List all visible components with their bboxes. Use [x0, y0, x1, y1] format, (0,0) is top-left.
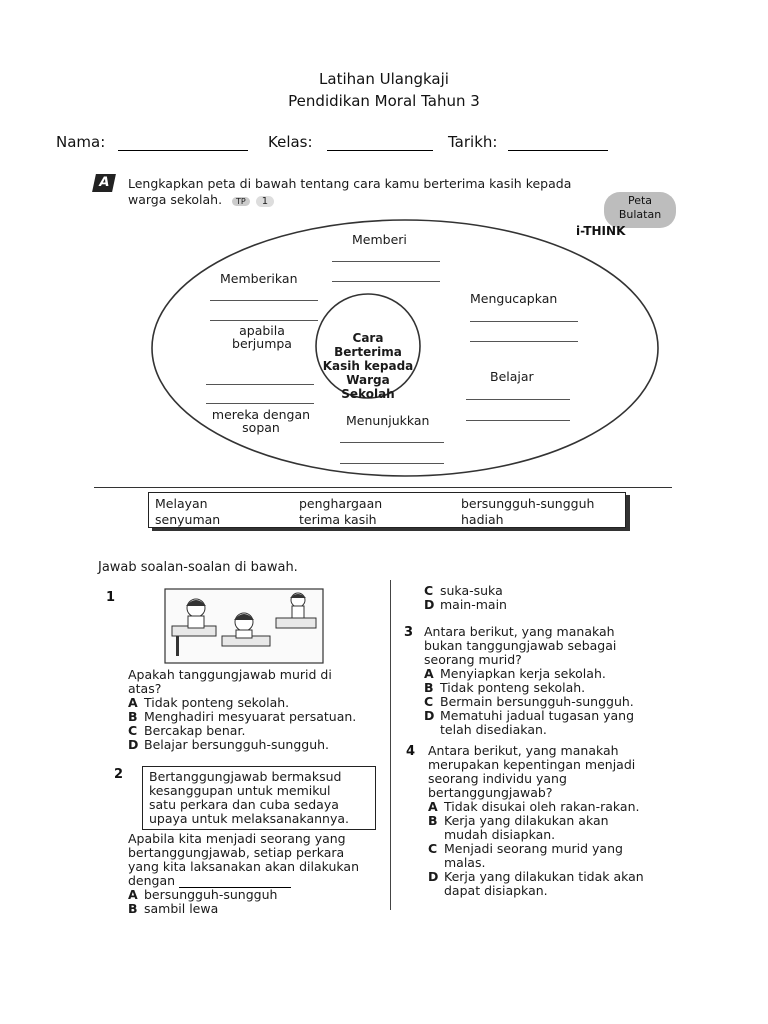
- q2-option-b-text: sambil lewa: [144, 901, 219, 916]
- blank-menunjukkan-2[interactable]: [340, 463, 444, 464]
- apabila-line-2: berjumpa: [232, 336, 292, 351]
- worksheet-title: Latihan Ulangkaji: [319, 70, 449, 88]
- blank-mereka-1[interactable]: [206, 384, 314, 385]
- q4-option-d-continued-text: dapat disiapkan.: [444, 883, 548, 898]
- q1-option-b[interactable]: [128, 710, 388, 724]
- q1-stem-line-1: Apakah tanggungjawab murid di: [128, 667, 332, 682]
- q3-option-b-text: Tidak ponteng sekolah.: [440, 680, 586, 695]
- q4-option-d-continued: [428, 884, 690, 898]
- q2-stem-line-4: dengan: [128, 873, 176, 888]
- q2-definition-box: [142, 766, 376, 830]
- label-memberi: Memberi: [352, 232, 407, 247]
- label-apabila-berjumpa: [230, 324, 294, 350]
- q1-option-b-letter: B: [128, 709, 138, 724]
- q3-option-d-continued: [424, 723, 686, 737]
- q4-option-b-continued-text: mudah disiapkan.: [444, 827, 556, 842]
- q1-block: [128, 668, 388, 752]
- q4-option-c-letter: C: [428, 841, 438, 856]
- q3-option-d[interactable]: [424, 709, 686, 723]
- q2-option-c[interactable]: [424, 584, 684, 598]
- section-a-instruction: [128, 176, 571, 207]
- q1-classroom-illustration: [164, 588, 324, 664]
- q3-option-d-text: Mematuhi jadual tugasan yang: [440, 708, 635, 723]
- q2-number: 2: [114, 767, 124, 782]
- q2-box-line-2: kesanggupan untuk memikul: [149, 783, 331, 798]
- blank-memberikan-2[interactable]: [210, 320, 318, 321]
- q2-option-c-letter: C: [424, 583, 434, 598]
- blank-menunjukkan-1[interactable]: [340, 442, 444, 443]
- q3-option-a-letter: A: [424, 666, 434, 681]
- instruction-line-1: Lengkapkan peta di bawah tentang cara kamu berterima kasih kepada: [128, 176, 572, 191]
- peta-label: Peta: [627, 194, 653, 207]
- worksheet-subtitle: Pendidikan Moral Tahun 3: [288, 92, 480, 110]
- tarikh-label: Tarikh:: [448, 133, 498, 151]
- center-line-2: Kasih kepada: [322, 359, 414, 373]
- q3-option-c-text: Bermain bersungguh-sungguh.: [440, 694, 634, 709]
- q2-box-line-4: upaya untuk melaksanakannya.: [149, 811, 349, 826]
- q2-stem-line-2: bertanggungjawab, setiap perkara: [128, 845, 345, 860]
- class-field: [268, 133, 433, 151]
- desk-right: [276, 618, 316, 628]
- student-right-body: [292, 606, 304, 618]
- q4-option-d[interactable]: [428, 870, 690, 884]
- word-penghargaan: penghargaan: [299, 496, 383, 511]
- blank-belajar-1[interactable]: [466, 399, 570, 400]
- q1-option-a-text: Tidak ponteng sekolah.: [144, 695, 290, 710]
- q3-option-c-letter: C: [424, 694, 434, 709]
- word-melayan: Melayan: [155, 496, 208, 511]
- q4-number: 4: [406, 744, 416, 759]
- desk-left-leg: [176, 636, 179, 656]
- q4-option-c-text: Menjadi seorang murid yang: [444, 841, 623, 856]
- column-divider: [390, 580, 391, 910]
- word-hadiah: hadiah: [461, 512, 504, 527]
- q2-box-line-3: satu perkara dan cuba sedaya: [149, 797, 339, 812]
- q4-stem-line-1: Antara berikut, yang manakah: [428, 743, 619, 758]
- q4-block: [428, 744, 690, 898]
- q3-option-b-letter: B: [424, 680, 434, 695]
- word-terima-kasih: terima kasih: [299, 512, 377, 527]
- q3-block: [424, 625, 686, 737]
- q4-option-d-letter: D: [428, 869, 439, 884]
- q2-box-line-1: Bertanggungjawab bermaksud: [149, 769, 342, 784]
- q1-option-a[interactable]: [128, 696, 388, 710]
- tp-label: TP: [236, 197, 246, 206]
- q4-stem-line-4: bertanggungjawab?: [428, 785, 553, 800]
- q4-option-b-text: Kerja yang dilakukan akan: [444, 813, 609, 828]
- section-divider: [94, 487, 672, 488]
- label-menunjukkan: Menunjukkan: [346, 413, 430, 428]
- q2-block: [128, 832, 390, 916]
- q3-option-a[interactable]: [424, 667, 686, 681]
- student-left-body: [188, 616, 204, 628]
- q3-option-a-text: Menyiapkan kerja sekolah.: [440, 666, 606, 681]
- blank-belajar-2[interactable]: [466, 420, 570, 421]
- q4-option-b-letter: B: [428, 813, 438, 828]
- section-a-badge: A: [92, 174, 116, 192]
- q2-option-d-text: main-main: [440, 597, 507, 612]
- q4-option-a-letter: A: [428, 799, 438, 814]
- q4-option-b[interactable]: [428, 814, 690, 828]
- q1-option-c-letter: C: [128, 723, 138, 738]
- blank-memberikan-1[interactable]: [210, 300, 318, 301]
- q3-number: 3: [404, 625, 414, 640]
- blank-mengucapkan-1[interactable]: [470, 321, 578, 322]
- q4-option-b-continued: [428, 828, 690, 842]
- q2-option-d[interactable]: [424, 598, 684, 612]
- date-field: [448, 133, 608, 151]
- q1-option-c-text: Bercakap benar.: [144, 723, 246, 738]
- q1-option-d[interactable]: [128, 738, 388, 752]
- q4-option-c-continued-text: malas.: [444, 855, 486, 870]
- mereka-line-2: sopan: [242, 420, 280, 435]
- blank-memberi-2[interactable]: [332, 281, 440, 282]
- word-box: [148, 492, 626, 528]
- center-line-1: Cara Berterima: [334, 331, 402, 359]
- q2-option-d-letter: D: [424, 597, 435, 612]
- tarikh-input-line[interactable]: [508, 150, 608, 151]
- q2-option-c-text: suka-suka: [440, 583, 503, 598]
- kelas-input-line[interactable]: [327, 150, 433, 151]
- tp-tag: [232, 197, 250, 206]
- q4-stem-line-3: seorang individu yang: [428, 771, 567, 786]
- q2-option-b[interactable]: [128, 902, 390, 916]
- q3-stem-line-1: Antara berikut, yang manakah: [424, 624, 615, 639]
- name-field: [56, 133, 248, 151]
- q3-option-d-continued-text: telah disediakan.: [440, 722, 547, 737]
- q1-option-b-text: Menghadiri mesyuarat persatuan.: [144, 709, 357, 724]
- q4-option-c-continued: [428, 856, 690, 870]
- q4-option-a[interactable]: [428, 800, 690, 814]
- q2-stem-line-3: yang kita laksanakan akan dilakukan: [128, 859, 359, 874]
- q3-option-b[interactable]: [424, 681, 686, 695]
- q4-stem-line-2: merupakan kepentingan menjadi: [428, 757, 636, 772]
- nama-label: Nama:: [56, 133, 106, 151]
- q2-stem-line-1: Apabila kita menjadi seorang yang: [128, 831, 346, 846]
- nama-input-line[interactable]: [118, 150, 248, 151]
- q3-option-c[interactable]: [424, 695, 686, 709]
- q4-option-d-text: Kerja yang dilakukan tidak akan: [444, 869, 644, 884]
- blank-memberi-1[interactable]: [332, 261, 440, 262]
- tp-level: 1: [256, 196, 274, 207]
- q1-stem-line-2: atas?: [128, 681, 162, 696]
- q3-option-d-letter: D: [424, 708, 435, 723]
- section-b-instruction: Jawab soalan-soalan di bawah.: [98, 560, 298, 575]
- q2-option-a-letter: A: [128, 887, 138, 902]
- q3-stem-line-3: seorang murid?: [424, 652, 522, 667]
- q2-option-a[interactable]: [128, 888, 390, 902]
- blank-mengucapkan-2[interactable]: [470, 341, 578, 342]
- circle-center-text: [318, 331, 418, 401]
- q1-option-d-letter: D: [128, 737, 139, 752]
- label-mereka-dengan-sopan: [200, 408, 322, 434]
- instruction-line-2: warga sekolah.: [128, 192, 223, 207]
- student-middle-body: [236, 630, 252, 638]
- ithink-label: i-THINK: [576, 224, 626, 238]
- apabila-line-1: apabila: [239, 323, 285, 338]
- mereka-line-1: mereka dengan: [211, 407, 311, 422]
- label-memberikan: Memberikan: [220, 271, 298, 286]
- label-mengucapkan: Mengucapkan: [470, 291, 558, 306]
- q2-option-b-letter: B: [128, 901, 138, 916]
- q1-option-c[interactable]: [128, 724, 388, 738]
- center-line-3: Warga Sekolah: [341, 373, 395, 401]
- q4-option-c[interactable]: [428, 842, 690, 856]
- blank-mereka-2[interactable]: [206, 403, 314, 404]
- word-senyuman: senyuman: [155, 512, 221, 527]
- word-bersungguh-sungguh: bersungguh-sungguh: [461, 496, 595, 511]
- bulatan-label: Bulatan: [618, 208, 662, 221]
- q2-continued: [424, 584, 684, 612]
- q1-option-d-text: Belajar bersungguh-sungguh.: [144, 737, 330, 752]
- kelas-label: Kelas:: [268, 133, 313, 151]
- label-belajar: Belajar: [490, 369, 534, 384]
- q1-number: 1: [106, 590, 116, 605]
- q4-option-a-text: Tidak disukai oleh rakan-rakan.: [444, 799, 640, 814]
- q3-stem-line-2: bukan tanggungjawab sebagai: [424, 638, 617, 653]
- q1-option-a-letter: A: [128, 695, 138, 710]
- q2-option-a-text: bersungguh-sungguh: [144, 887, 278, 902]
